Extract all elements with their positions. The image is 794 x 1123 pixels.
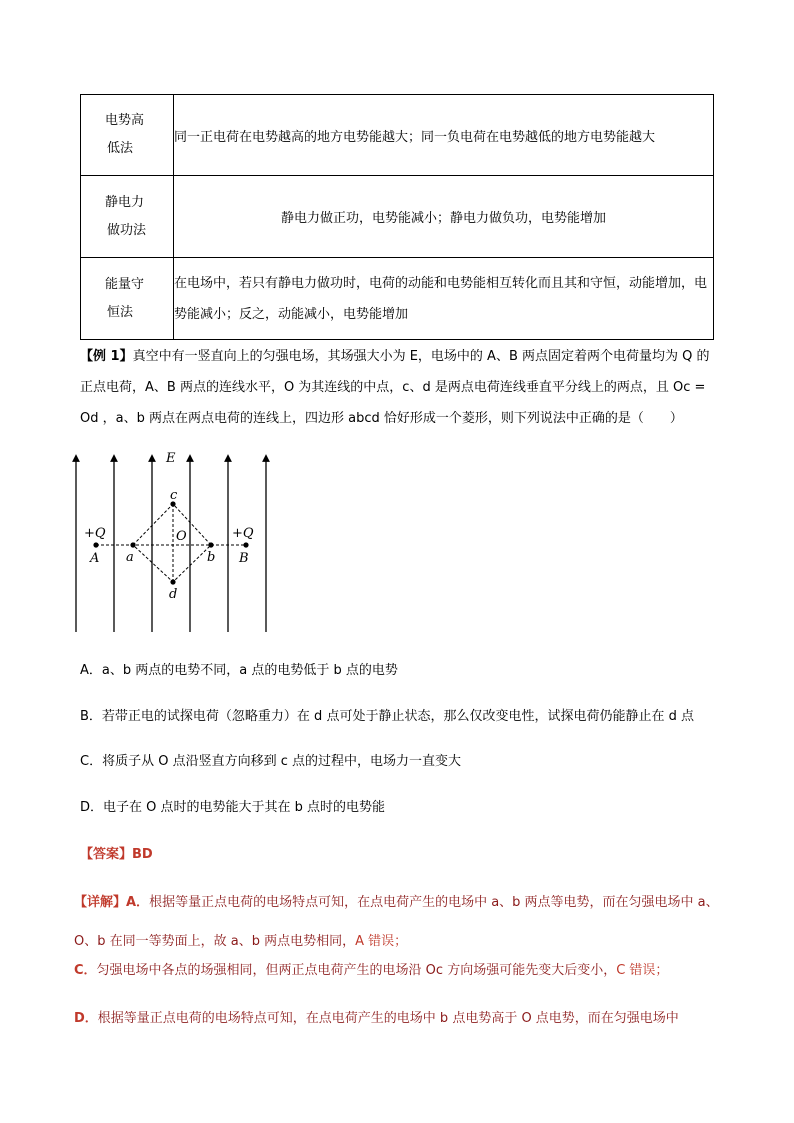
field-diagram [68, 452, 288, 634]
method-name-cell [81, 95, 174, 176]
label-b: b [207, 550, 216, 565]
option-a [80, 659, 740, 678]
detail-verdict: C 错误； [616, 963, 669, 978]
method-name-line: 做功法 [107, 222, 147, 238]
rhombus-and-axes [96, 504, 246, 582]
charge-points [93, 501, 248, 584]
option-letter: C． [80, 754, 103, 769]
method-description: 同一正电荷在电势越高的地方电势能越大；同一负电荷在电势越低的地方电势能越大 [174, 95, 714, 176]
label-O: O [176, 529, 187, 544]
rhombus-abcd [133, 504, 211, 582]
label-A: A [90, 551, 100, 566]
detail-paragraph [74, 883, 734, 961]
method-name-line: 恒法 [107, 304, 134, 320]
option-text: 若带正电的试探电荷（忽略重力）在 d 点可处于静止状态，那么仅改变电性，试探电荷仍能静止在 d 点 [101, 709, 694, 724]
field-label-E: E [166, 452, 176, 466]
example-question [80, 341, 720, 434]
method-name-line: 低法 [107, 141, 134, 156]
detail-paragraph [74, 1009, 734, 1029]
methods-table [80, 94, 714, 340]
method-name-line: 静电力 [105, 194, 145, 210]
answer-line: 【答案】BD [80, 847, 153, 862]
method-name-cell [81, 258, 174, 340]
detail-text: 根据等量正点电荷的电场特点可知，在点电荷产生的电场中 b 点电势高于 O 点电势，而在匀强电场中 [97, 1011, 679, 1026]
point-d-dot [170, 579, 175, 584]
detail-text: 根据等量正点电荷的电场特点可知，在点电荷产生的电场中 a、b 两点等电势，而在匀强电场中 a、O、b 在同一等势面上，故 a、b 两点电势相同， [74, 895, 719, 949]
example-tag: 【例 1】 [80, 349, 133, 364]
option-d [80, 796, 740, 815]
option-text: 电子在 O 点时的电势能大于其在 b 点时的电势能 [103, 800, 386, 815]
detail-lead: C． [74, 963, 97, 978]
point-a-dot [130, 542, 135, 547]
detail-verdict: A 错误； [355, 934, 408, 949]
label-d: d [169, 587, 178, 602]
method-description: 静电力做正功，电势能减小；静电力做负功，电势能增加 [174, 176, 714, 258]
charge-label-left: +Q [84, 526, 106, 541]
table-row [81, 258, 714, 340]
question-text: 真空中有一竖直向上的匀强电场，其场强大小为 E，电场中的 A、B 两点固定着两个电荷量均为 Q 的正点电荷，A、B 两点的连线水平，O 为其连线的中点，c、d 是两点电荷连线垂直平分线上的两点，且 Oc = Od ，a、b 两点在两点电荷的连线上，四边形 abcd 恰好形成一个菱形，则下列说法中正确的是（ ） [80, 349, 710, 426]
detail-lead: D． [74, 1011, 98, 1026]
label-B: B [239, 551, 249, 566]
option-letter: A． [80, 663, 102, 678]
label-c: c [170, 488, 178, 503]
detail-lead: 【详解】A． [74, 895, 150, 910]
point-A-dot [93, 542, 98, 547]
option-c [80, 750, 740, 769]
point-B-dot [243, 542, 248, 547]
option-text: 将质子从 O 点沿竖直方向移到 c 点的过程中，电场力一直变大 [102, 754, 461, 769]
method-name-line: 能量守 [105, 276, 145, 292]
method-name-cell [81, 176, 174, 258]
option-letter: D． [80, 800, 104, 815]
method-description: 在电场中，若只有静电力做功时，电荷的动能和电势能相互转化而且其和守恒，动能增加，电势能减小；反之，动能减小，电势能增加 [174, 258, 714, 340]
option-letter: B． [80, 709, 102, 724]
table-row [81, 176, 714, 258]
method-name-line: 电势高 [105, 113, 145, 128]
detail-text: 匀强电场中各点的场强相同，但两正点电荷产生的电场沿 Oc 方向场强可能先变大后变小， [96, 963, 617, 978]
detail-paragraph [74, 961, 734, 981]
label-a: a [126, 550, 134, 565]
point-b-dot [208, 542, 213, 547]
option-b [80, 705, 740, 724]
table-row [81, 95, 714, 176]
option-text: a、b 两点的电势不同，a 点的电势低于 b 点的电势 [101, 663, 398, 678]
charge-label-right: +Q [232, 526, 254, 541]
